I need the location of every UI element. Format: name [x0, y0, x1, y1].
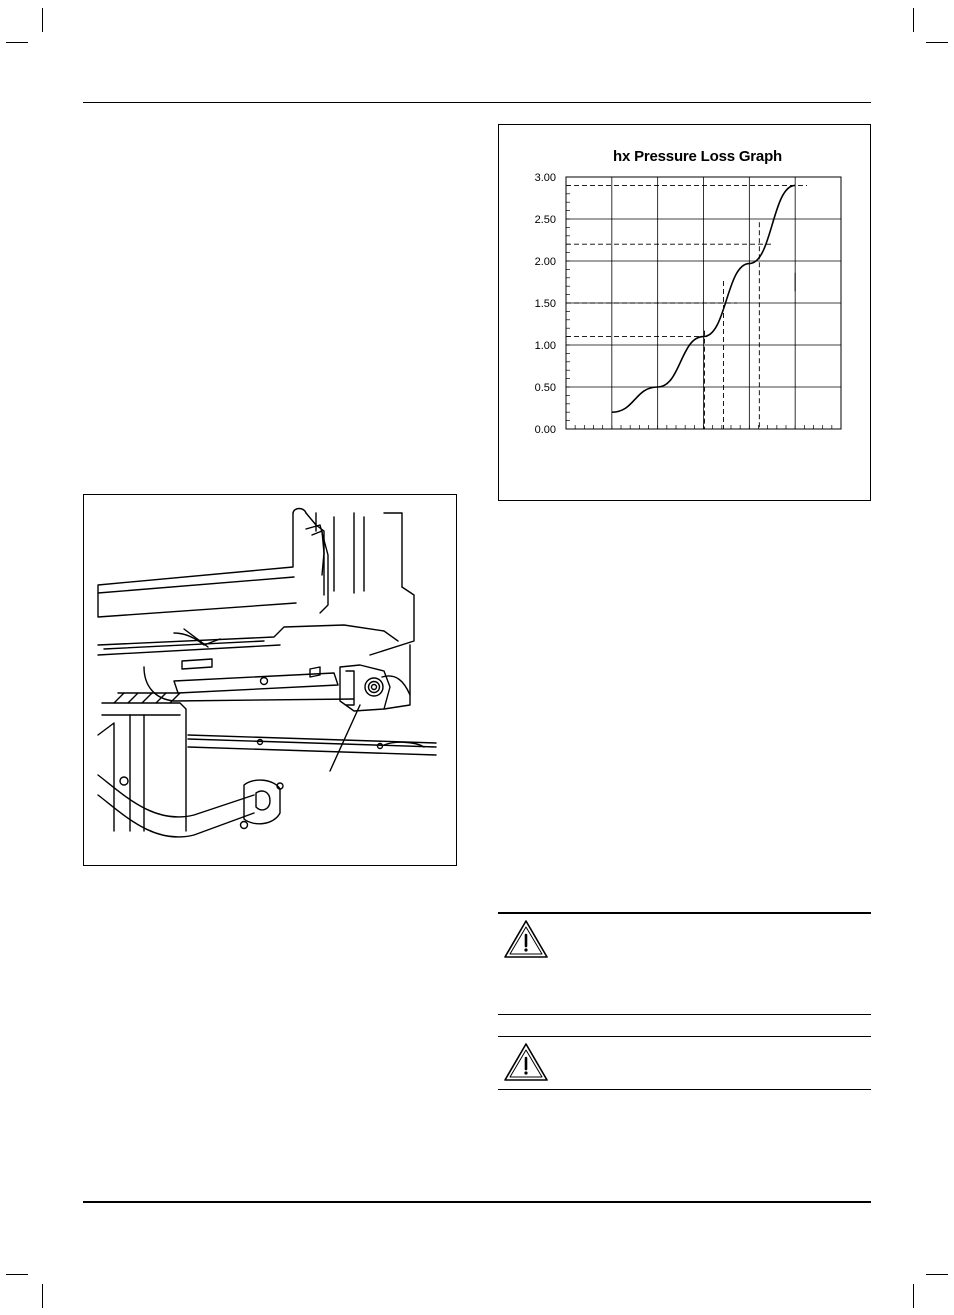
warning-top-rule — [498, 912, 871, 914]
y-tick-label: 1.00 — [534, 340, 556, 352]
crop-mark — [913, 1284, 914, 1308]
pressure-loss-chart — [499, 125, 870, 500]
y-tick-label: 2.00 — [534, 256, 556, 268]
warning-triangle-icon — [503, 1042, 549, 1082]
crop-mark — [42, 8, 43, 32]
warning-bottom-rule — [498, 1089, 871, 1090]
y-tick-label: 0.00 — [534, 424, 556, 436]
warning-triangle-icon — [503, 919, 549, 959]
crop-mark — [926, 1274, 948, 1275]
crop-mark — [42, 1284, 43, 1308]
warning-box — [498, 1036, 871, 1090]
crop-mark — [6, 42, 28, 43]
warning-top-rule — [498, 1036, 871, 1037]
chart-panel — [498, 124, 871, 501]
warning-bottom-rule — [498, 1014, 871, 1015]
y-tick-label: 3.00 — [534, 172, 556, 184]
y-tick-label: 1.50 — [534, 298, 556, 310]
crop-mark — [926, 42, 948, 43]
crop-mark — [6, 1274, 28, 1275]
y-tick-label: 0.50 — [534, 382, 556, 394]
header-rule — [83, 102, 871, 103]
footer-rule — [83, 1201, 871, 1203]
chart-title: hx Pressure Loss Graph — [613, 148, 783, 165]
figure-panel — [83, 494, 457, 866]
warning-box — [498, 912, 871, 1015]
y-tick-label: 2.50 — [534, 214, 556, 226]
boiler-heat-exchanger-drawing — [84, 495, 456, 865]
crop-mark — [913, 8, 914, 32]
